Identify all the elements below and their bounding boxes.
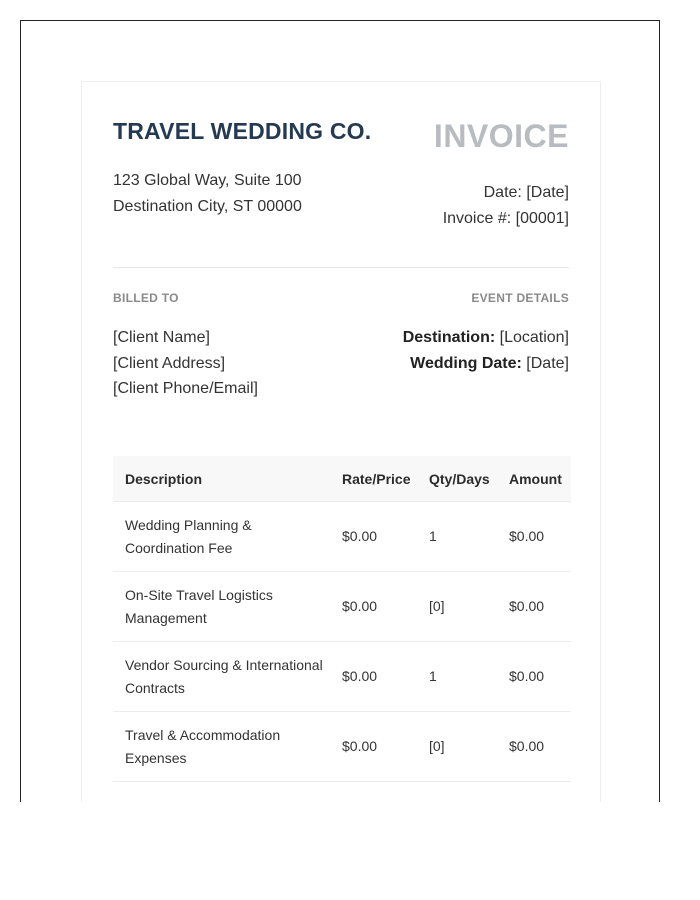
table-row — [113, 502, 571, 572]
row-rate: $0.00 — [330, 642, 417, 712]
header-rate: Rate/Price — [330, 456, 417, 502]
table-header-row — [113, 456, 571, 502]
company-address-line-1: 123 Global Way, Suite 100 — [113, 172, 302, 189]
row-description: Travel & Accommodation Expenses — [113, 712, 330, 782]
row-qty: 1 — [417, 642, 497, 712]
company-address-line-2: Destination City, ST 00000 — [113, 198, 302, 215]
header-description: Description — [113, 456, 330, 502]
line-items-table — [113, 456, 571, 782]
invoice-number: Invoice #: [00001] — [442, 210, 569, 227]
row-qty: 1 — [417, 502, 497, 572]
destination-line — [403, 325, 569, 351]
header-amount: Amount — [497, 456, 571, 502]
invoice-title: INVOICE — [433, 118, 569, 154]
row-amount: $0.00 — [497, 642, 571, 712]
wedding-date-value: [Date] — [521, 354, 569, 372]
client-name: [Client Name] — [113, 329, 210, 346]
table-row — [113, 712, 571, 782]
row-qty: [0] — [417, 572, 497, 642]
destination-label: Destination: — [402, 329, 496, 346]
event-details-label: EVENT DETAILS — [471, 291, 569, 305]
wedding-date-label: Wedding Date: — [410, 354, 522, 372]
invoice-sheet — [81, 81, 601, 802]
event-details-block — [403, 325, 569, 376]
row-rate: $0.00 — [330, 502, 417, 572]
row-description: On-Site Travel Logistics Management — [113, 572, 330, 642]
destination-value: [Location] — [495, 329, 569, 346]
invoice-meta — [443, 180, 569, 232]
wedding-date-line — [403, 351, 569, 377]
row-description: Wedding Planning & Coordination Fee — [113, 502, 330, 572]
table-row — [113, 642, 571, 712]
row-amount: $0.00 — [497, 572, 571, 642]
billed-to-block — [113, 325, 258, 402]
page-frame — [20, 20, 660, 802]
row-amount: $0.00 — [497, 502, 571, 572]
invoice-date: Date: [Date] — [483, 184, 569, 201]
table-row — [113, 572, 571, 642]
row-amount: $0.00 — [497, 712, 571, 782]
company-address — [113, 168, 302, 220]
header-qty: Qty/Days — [417, 456, 497, 502]
client-contact: [Client Phone/Email] — [113, 380, 258, 397]
header-divider — [113, 267, 569, 268]
row-rate: $0.00 — [330, 572, 417, 642]
company-name: TRAVEL WEDDING CO. — [113, 118, 372, 144]
client-address: [Client Address] — [113, 354, 226, 372]
billed-to-label: BILLED TO — [113, 291, 179, 305]
row-description: Vendor Sourcing & International Contracts — [113, 642, 330, 712]
row-rate: $0.00 — [330, 712, 417, 782]
row-qty: [0] — [417, 712, 497, 782]
